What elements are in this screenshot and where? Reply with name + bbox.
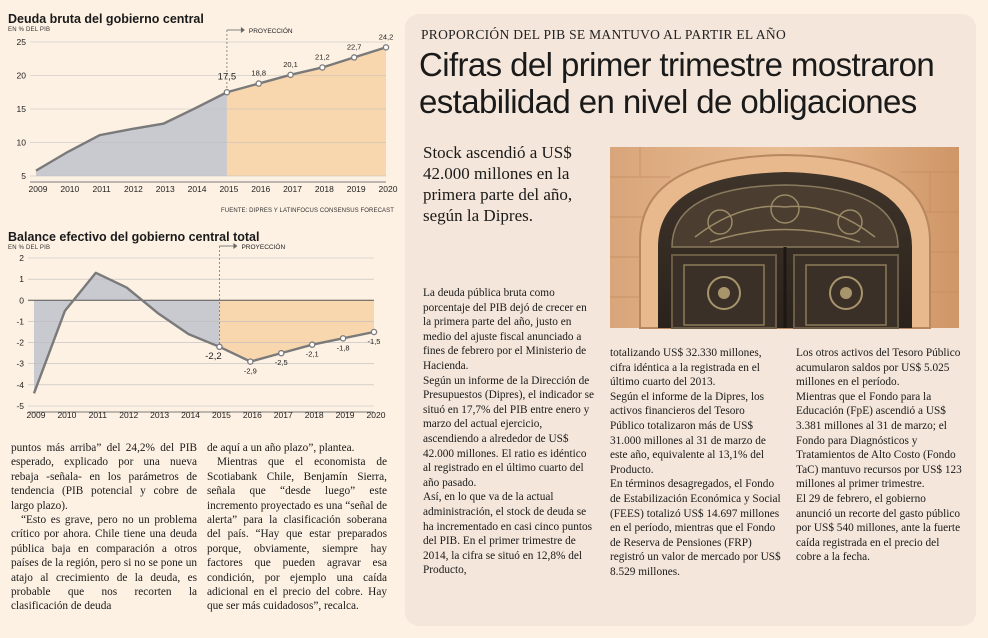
- debt-chart-unit: EN % DEL PIB: [8, 27, 51, 33]
- data-point: [224, 90, 229, 95]
- x-tick-label: 2015: [219, 184, 239, 194]
- x-tick-label: 2018: [304, 410, 324, 420]
- data-label: 22,7: [346, 42, 362, 52]
- y-tick-label: -1: [16, 316, 24, 327]
- article-deck: Stock ascendió a US$ 42.000 millones en la primera parte del año, según la Dipres.: [423, 143, 573, 225]
- x-tick-label: 2015: [211, 410, 231, 420]
- debt-chart-title: Deuda bruta del gobierno central: [8, 12, 204, 26]
- y-tick-label: 1: [19, 274, 24, 285]
- paragraph: Según un informe de la Dirección de Presupuestos (Dipres), el indicador se situó en 17,7% del PIB entre enero y marzo del actual ejercicio, ascendiendo a alrededor de US$ 42.000 millones. El ratio es idéntico al registrado en el último cuarto del año pasado.: [423, 374, 594, 489]
- y-tick-label: 10: [16, 137, 26, 148]
- x-tick-label: 2016: [251, 184, 271, 194]
- balance-chart-title: Balance efectivo del gobierno central total: [8, 230, 260, 244]
- data-label: -2,9: [243, 366, 257, 376]
- data-point: [340, 336, 345, 341]
- y-tick-label: 15: [16, 104, 26, 114]
- y-tick-label: -5: [16, 401, 24, 411]
- data-label: 18,8: [251, 68, 267, 78]
- article-column-3: [796, 346, 964, 565]
- data-label: 20,1: [283, 59, 298, 69]
- y-tick-label: -2: [16, 337, 24, 348]
- article-column-1: [423, 286, 595, 578]
- y-tick-label: 5: [21, 171, 26, 181]
- history-area: [36, 92, 227, 176]
- paragraph: totalizando US$ 32.330 millones, cifra idéntica a la registrada en el último cuarto del 2013.: [610, 347, 762, 389]
- door-photo: [610, 147, 959, 328]
- x-tick-label: 2009: [26, 410, 46, 420]
- data-point: [217, 344, 222, 349]
- article-headline: Cifras del primer trimestre mostraron estabilidad en nivel de obligaciones: [419, 46, 935, 120]
- data-label: 17,5: [217, 71, 237, 83]
- data-point: [371, 329, 376, 334]
- history-area: [34, 273, 222, 394]
- left-article-column-1: [11, 441, 197, 614]
- debt-chart-block: [8, 12, 398, 220]
- x-tick-label: 2013: [155, 184, 175, 194]
- x-tick-label: 2009: [28, 184, 48, 194]
- data-point: [288, 72, 293, 77]
- paragraph: Así, en lo que va de la actual administración, el stock de deuda se ha incrementado en casi cinco puntos del PIB. En el primer trimestre de 2014, la cifra se situó en 12,8% del Producto,: [423, 491, 593, 577]
- y-tick-label: 2: [19, 253, 24, 263]
- paragraph: Los otros activos del Tesoro Público acumularon saldos por US$ 5.025 millones en el período.: [796, 347, 961, 389]
- data-point: [320, 65, 325, 70]
- x-tick-label: 2017: [283, 184, 303, 194]
- x-tick-label: 2016: [242, 410, 262, 420]
- paragraph: Según el informe de la Dipres, los activos financieros del Tesoro Público totalizaron más de US$ 31.000 millones al 31 de marzo de este año, equivalente al 13,1% del Producto.: [610, 390, 766, 476]
- paragraph: La deuda pública bruta como porcentaje del PIB dejó de crecer en la primera parte del año, justo en medio del ajuste fiscal anunciado a fines de febrero por el Ministerio de Hacienda.: [423, 287, 587, 372]
- x-tick-label: 2010: [60, 184, 80, 194]
- x-tick-label: 2020: [378, 184, 398, 194]
- paragraph: “Esto es grave, pero no un problema crítico por ahora. Chile tiene una deuda pública baja en comparación a otros países de la región, pero si no se pone un atajo al crecimiento de la deuda, es probable que nos recorten la clasificación de deuda: [11, 514, 197, 613]
- data-point: [352, 55, 357, 60]
- paragraph: de aquí a un año plazo”, plantea.: [207, 442, 355, 454]
- x-tick-label: 2012: [123, 184, 143, 194]
- data-point: [310, 342, 315, 347]
- paragraph: Mientras que el Fondo para la Educación (FpE) ascendió a US$ 3.381 millones al 31 de marzo; el Fondo para Diagnósticos y Tratamientos de Alto Costo (Fondo TaC) mantuvo recursos por US$ 123 millones al primer trimestre.: [796, 390, 962, 491]
- data-point: [256, 81, 261, 86]
- data-label: 24,2: [378, 32, 394, 42]
- x-tick-label: 2013: [150, 410, 170, 420]
- x-tick-label: 2012: [119, 410, 139, 420]
- x-tick-label: 2014: [187, 184, 207, 194]
- x-tick-label: 2019: [346, 184, 366, 194]
- door-illustration: [610, 147, 959, 328]
- projection-area: [219, 300, 374, 361]
- y-tick-label: 0: [19, 295, 24, 306]
- projection-label: PROYECCIÓN: [241, 244, 286, 251]
- x-tick-label: 2018: [314, 184, 334, 194]
- left-article-column-2: [207, 441, 387, 614]
- article-column-2: [610, 346, 782, 580]
- x-tick-label: 2010: [57, 410, 77, 420]
- x-tick-label: 2020: [366, 410, 386, 420]
- projection-label: PROYECCIÓN: [248, 28, 293, 35]
- x-tick-label: 2011: [88, 410, 107, 420]
- balance-chart-unit: EN % DEL PIB: [8, 245, 51, 251]
- paragraph: En términos desagregados, el Fondo de Estabilización Económica y Social (FEES) totalizó US$ 14.697 millones en el período, mientras que el Fondo de Reserva de Pensiones (FRP) registró un valor de mercado por US$ 8.529 millones.: [610, 478, 781, 578]
- paragraph: Mientras que el economista de Scotiabank Chile, Benjamín Sierra, señala que “desde luego” este incremento proyectado es una “señal de alerta” para la clasificación soberana del país. “Hay que estar preparados porque, obviamente, siempre hay factores que pueden agravar esa condición, por ejemplo una caída adicional en el precio del cobre. Hay que ser más cuidadosos”, recalca.: [207, 456, 387, 613]
- x-tick-label: 2017: [273, 410, 293, 420]
- data-label: -2,2: [205, 350, 222, 362]
- x-tick-label: 2011: [92, 184, 111, 194]
- data-point: [279, 351, 284, 356]
- y-tick-label: 20: [16, 70, 26, 81]
- data-label: 21,2: [315, 52, 330, 62]
- article-kicker: PROPORCIÓN DEL PIB SE MANTUVO AL PARTIR EL AÑO: [421, 27, 787, 42]
- y-tick-label: -4: [16, 379, 24, 390]
- data-label: -1,8: [336, 343, 350, 353]
- paragraph: El 29 de febrero, el gobierno anunció un recorte del gasto público por US$ 540 millones, ante la fuerte caída registrada en el precio del cobre a la fecha.: [796, 492, 961, 564]
- y-tick-label: 25: [16, 37, 26, 47]
- data-point: [383, 45, 388, 50]
- y-tick-label: -3: [16, 358, 24, 369]
- projection-area: [227, 47, 386, 176]
- data-point: [248, 359, 253, 364]
- debt-chart-source: FUENTE: DIPRES Y LATINFOCUS CONSENSUS FORECAST: [221, 208, 394, 214]
- balance-chart-block: [8, 230, 394, 430]
- x-tick-label: 2014: [181, 410, 201, 420]
- x-tick-label: 2019: [335, 410, 355, 420]
- data-label: -2,5: [274, 358, 288, 368]
- paragraph: puntos más arriba” del 24,2% del PIB esperado, explicado por una nueva rebaja -señala- en los parámetros de tendencia (PIB potencial y cobre de largo plazo).: [11, 442, 197, 512]
- data-label: -1,5: [367, 337, 381, 346]
- data-label: -2,1: [305, 349, 319, 359]
